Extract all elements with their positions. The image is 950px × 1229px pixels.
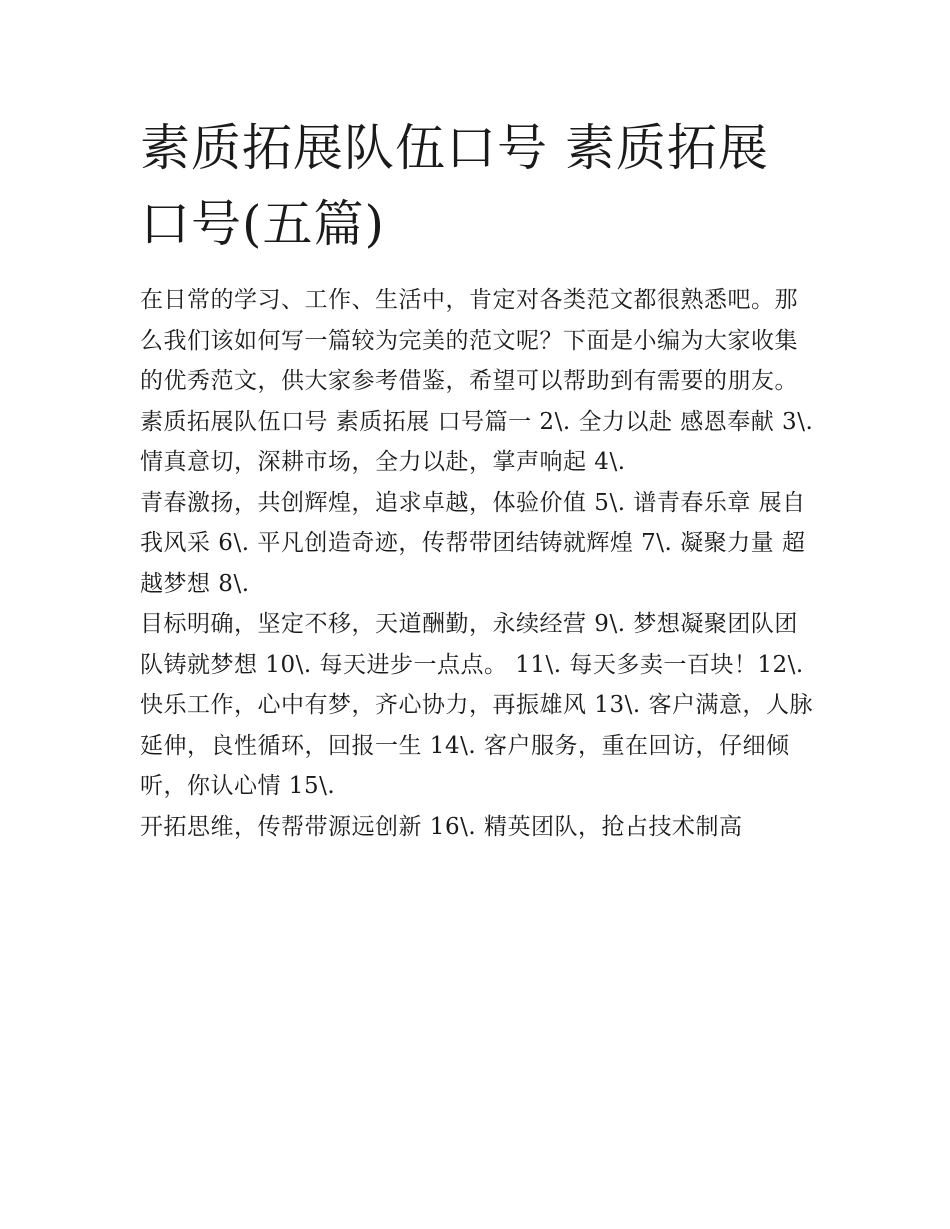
paragraph-slogans-2: 青春激扬，共创辉煌，追求卓越，体验价值 5\. 谱青春乐章 展自我风采 6\. 平凡创造奇迹，传帮带团结铸就辉煌 7\. 凝聚力量 超越梦想 8\. — [140, 489, 806, 597]
document-title: 素质拓展队伍口号 素质拓展 口号(五篇) — [140, 119, 769, 253]
document-body — [140, 280, 815, 847]
paragraph-slogans-1: 素质拓展队伍口号 素质拓展 口号篇一 2\. 全力以赴 感恩奉献 3\. 情真意切，深耕市场，全力以赴，掌声响起 4\. — [140, 408, 814, 475]
paragraph-intro: 在日常的学习、工作、生活中，肯定对各类范文都很熟悉吧。那么我们该如何写一篇较为完美的范文呢？下面是小编为大家收集的优秀范文，供大家参考借鉴，希望可以帮助到有需要的朋友。 — [140, 287, 798, 394]
paragraph-slogans-3: 目标明确，坚定不移，天道酬勤，永续经营 9\. 梦想凝聚团队团队铸就梦想 10\. 每天进步一点点。 11\. 每天多卖一百块！12\. — [140, 611, 804, 678]
paragraph-slogans-5: 开拓思维，传帮带源远创新 16\. 精英团队，抢占技术制高 — [140, 813, 743, 840]
paragraph-slogans-4: 快乐工作，心中有梦，齐心协力，再振雄风 13\. 客户满意，人脉延伸，良性循环，回报一生 14\. 客户服务，重在回访，仔细倾听，你认心情 15\. — [140, 692, 813, 799]
